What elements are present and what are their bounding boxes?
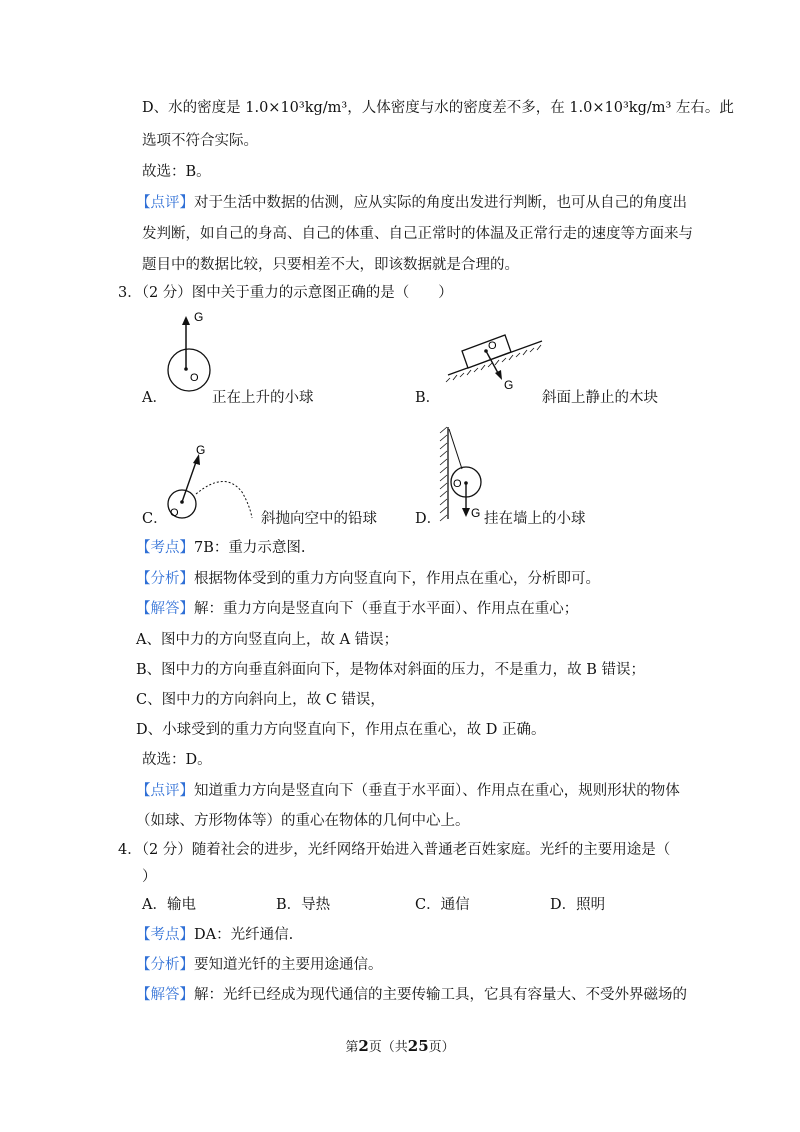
q4-option-d: D．照明 bbox=[550, 897, 606, 913]
fenxi-text: 要知道光钎的主要用途通信。 bbox=[194, 957, 383, 973]
footer-total-pages: 25 bbox=[407, 1037, 429, 1055]
q3-option-b-letter: B． bbox=[415, 390, 441, 406]
footer-prefix: 第 bbox=[345, 1040, 359, 1055]
q2-comment-line3: 题目中的数据比较，只要相差不大，即该数据就是合理的。 bbox=[142, 257, 519, 273]
q4-option-a: A．输电 bbox=[142, 897, 196, 913]
center-label-o: O bbox=[453, 478, 462, 490]
fenxi-tag: 【分析】 bbox=[136, 957, 194, 973]
q3-fenxi bbox=[136, 569, 600, 589]
q4-option-b: B．导热 bbox=[276, 897, 331, 913]
kaodian-text: 7B：重力示意图. bbox=[194, 540, 306, 556]
figure-c-thrown-shot bbox=[160, 440, 260, 522]
q3-stem: 3．（2 分）图中关于重力的示意图正确的是（ ） bbox=[118, 285, 453, 301]
q4-jieda bbox=[136, 985, 687, 1005]
dianping-text: 知道重力方向是竖直向下（垂直于水平面）、作用点在重心，规则形状的物体 bbox=[194, 783, 680, 799]
q4-stem-line1: 4．（2 分）随着社会的进步，光纤网络开始进入普通老百姓家庭。光纤的主要用途是（ bbox=[118, 842, 671, 858]
kaodian-text: DA：光纤通信. bbox=[194, 927, 294, 943]
center-label-o: O bbox=[170, 507, 179, 519]
q3-option-c-caption: 斜抛向空中的铅球 bbox=[261, 511, 377, 527]
comment-tag: 【点评】 bbox=[136, 195, 194, 211]
footer-mid: 页（共 bbox=[368, 1040, 408, 1055]
q3-line-c: C、图中力的方向斜向上，故 C 错误， bbox=[136, 692, 385, 708]
q3-line-d: D、小球受到的重力方向竖直向下，作用点在重心，故 D 正确。 bbox=[136, 722, 546, 738]
q3-kaodian bbox=[136, 538, 306, 558]
jieda-tag: 【解答】 bbox=[136, 601, 194, 617]
q3-option-a-caption: 正在上升的小球 bbox=[212, 390, 314, 406]
figure-b-block-on-incline bbox=[440, 325, 550, 395]
q3-option-c-letter: C． bbox=[142, 511, 168, 527]
q3-option-d-letter: D． bbox=[415, 511, 442, 527]
q3-dianping-line2: （如球、方形物体等）的重心在物体的几何中心上。 bbox=[136, 813, 470, 829]
center-label-o: O bbox=[488, 340, 497, 352]
figure-a-rising-ball bbox=[160, 312, 220, 396]
jieda-text: 解：光纤已经成为现代通信的主要传输工具，它具有容量大、不受外界磁场的 bbox=[194, 987, 687, 1003]
jieda-tag: 【解答】 bbox=[136, 987, 194, 1003]
q4-option-c: C．通信 bbox=[415, 897, 470, 913]
q4-stem-line2: ） bbox=[142, 869, 157, 885]
fenxi-text: 根据物体受到的重力方向竖直向下，作用点在重心，分析即可。 bbox=[194, 571, 600, 587]
q4-kaodian bbox=[136, 925, 293, 945]
comment-text: 对于生活中数据的估测，应从实际的角度出发进行判断，也可从自己的角度出 bbox=[194, 195, 687, 211]
q2-comment-line2: 发判断，如自己的身高、自己的体重、自己正常时的体温及正常行走的速度等方面来与 bbox=[142, 226, 693, 242]
q2-option-d-line2: 选项不符合实际。 bbox=[142, 133, 258, 149]
kaodian-tag: 【考点】 bbox=[136, 927, 194, 943]
q3-answer: 故选：D。 bbox=[142, 752, 212, 768]
page-footer bbox=[0, 1036, 800, 1055]
force-label-g: G bbox=[194, 312, 204, 324]
q3-option-a-letter: A． bbox=[142, 390, 167, 406]
center-label-o: O bbox=[190, 372, 199, 384]
q2-answer: 故选：B。 bbox=[142, 164, 211, 180]
q4-fenxi bbox=[136, 955, 383, 975]
q3-line-b: B、图中力的方向垂直斜面向下，是物体对斜面的压力，不是重力，故 B 错误； bbox=[136, 662, 646, 678]
fenxi-tag: 【分析】 bbox=[136, 571, 194, 587]
jieda-text: 解：重力方向是竖直向下（垂直于水平面）、作用点在重心； bbox=[194, 601, 579, 617]
footer-page-number: 2 bbox=[358, 1037, 369, 1055]
q3-jieda bbox=[136, 599, 578, 619]
force-label-g: G bbox=[471, 506, 481, 520]
q2-option-d-line1: D、水的密度是 1.0×10³kg/m³，人体密度与水的密度差不多，在 1.0×10³kg/m³ 左右。此 bbox=[142, 100, 734, 116]
q3-option-d-caption: 挂在墙上的小球 bbox=[484, 511, 586, 527]
q3-line-a: A、图中力的方向竖直向上，故 A 错误； bbox=[136, 632, 399, 648]
q2-comment-line1 bbox=[136, 193, 687, 213]
dianping-tag: 【点评】 bbox=[136, 783, 194, 799]
force-label-g: G bbox=[504, 378, 514, 392]
q3-option-b-caption: 斜面上静止的木块 bbox=[542, 390, 658, 406]
force-label-g: G bbox=[196, 443, 206, 457]
q3-dianping-line1 bbox=[136, 781, 680, 801]
kaodian-tag: 【考点】 bbox=[136, 540, 194, 556]
footer-suffix: 页） bbox=[428, 1040, 455, 1055]
